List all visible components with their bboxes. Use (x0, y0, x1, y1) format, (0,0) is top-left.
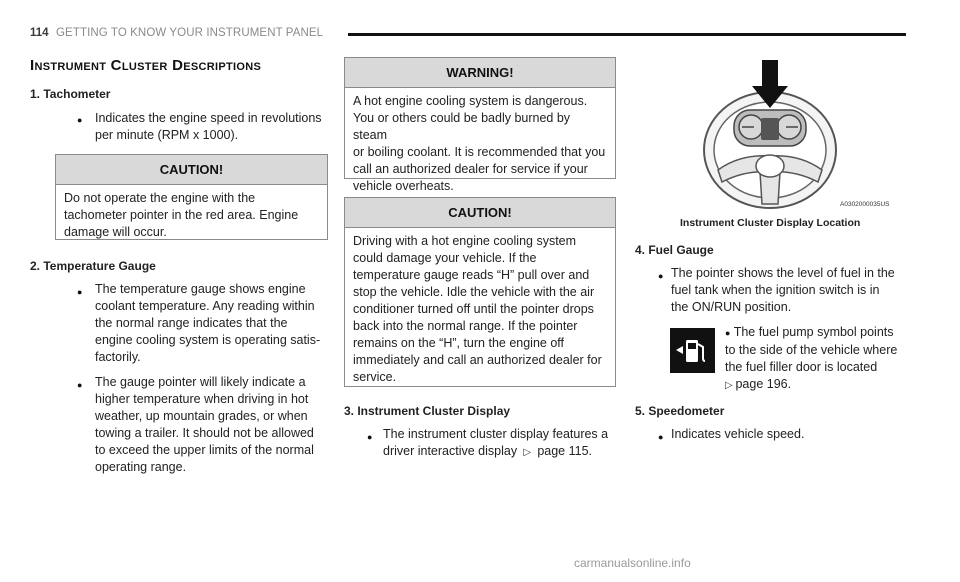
text-span: The fuel pump symbol points (733, 325, 894, 339)
caution-body (345, 228, 615, 386)
text-line: to the side of the vehicle where (725, 343, 898, 357)
text-line: conditioner turned off until the pointer drops (353, 302, 594, 316)
fuel-pump-icon (670, 328, 715, 373)
text-line: vehicle overheats. (353, 179, 454, 193)
text-line: The instrument cluster display features a (383, 427, 609, 441)
fuel-symbol-text (725, 324, 897, 394)
warning-heading: WARNING! (345, 58, 615, 88)
bullet-icon: ● (77, 287, 83, 297)
text-line: coolant temperature. Any reading within (95, 299, 315, 313)
page-ref-link[interactable]: page 115. (537, 444, 592, 458)
text-line: Indicates the engine speed in revolutions (95, 111, 322, 125)
text-line: per minute (RPM x 1000). (95, 128, 239, 142)
caution-heading: CAUTION! (345, 198, 615, 228)
text-line (725, 324, 897, 342)
text-line: towing a trailer. It should not be allowed (95, 426, 314, 440)
warning-box (344, 57, 616, 193)
text-line (383, 443, 608, 461)
text-line: the normal range indicates that the (95, 316, 288, 330)
text-line: Do not operate the engine with the (64, 191, 256, 205)
watermark: carmanualsonline.info (574, 556, 691, 570)
fuel-gauge-heading: 4. Fuel Gauge (635, 243, 714, 257)
text-line: The pointer shows the level of fuel in the (671, 266, 895, 280)
text-line: A hot engine cooling system is dangerous. (353, 94, 588, 108)
text-line: The temperature gauge shows engine (95, 282, 306, 296)
tachometer-heading: 1. Tachometer (30, 87, 111, 101)
text-line: Driving with a hot engine cooling system (353, 234, 577, 248)
text-line (725, 376, 897, 394)
text-line: temperature gauge reads “H” pull over and (353, 268, 590, 282)
section-title: GETTING TO KNOW YOUR INSTRUMENT PANEL (56, 27, 324, 39)
text-line: You or others could be badly burned by steam (353, 111, 571, 142)
temperature-text-2 (95, 374, 314, 476)
bullet-icon: ● (77, 380, 83, 390)
text-line: factorily. (95, 350, 141, 364)
page-ref-arrow-icon: ▷ (725, 380, 736, 391)
text-line: the ON/RUN position. (671, 300, 792, 314)
page-number: 114 (30, 27, 49, 39)
warning-body (345, 88, 615, 195)
tachometer-text (95, 110, 322, 144)
text-line: the fuel filler door is located (725, 360, 878, 374)
caution-box-tachometer (55, 154, 328, 240)
caution-body (56, 185, 327, 241)
bullet-icon: ● (367, 432, 373, 442)
text-line: immediately and call an authorized dealer for (353, 353, 602, 367)
fuel-gauge-text (671, 265, 895, 316)
page-ref-arrow-icon: ▷ (520, 447, 534, 458)
text-line: engine cooling system is operating satis- (95, 333, 321, 347)
text-line: service. (353, 370, 397, 384)
text-line: tachometer pointer in the red area. Engine (64, 208, 299, 222)
temperature-heading: 2. Temperature Gauge (30, 259, 156, 273)
text-line: damage will occur. (64, 225, 167, 239)
figure-caption: Instrument Cluster Display Location (680, 217, 861, 229)
header-rule (348, 33, 906, 36)
page-header (30, 27, 908, 41)
text-span: driver interactive display (383, 444, 518, 458)
figure-code: A0302000035US (840, 201, 890, 208)
caution-box-temperature (344, 197, 616, 387)
text-line: operating range. (95, 460, 187, 474)
text-line: weather, up mountain grades, or when (95, 409, 308, 423)
text-line: remains on the “H”, turn the engine off (353, 336, 564, 350)
page-ref-link[interactable]: page 196. (735, 377, 792, 391)
bullet-icon: ● (658, 432, 664, 442)
cluster-display-text (383, 426, 608, 461)
steering-wheel-illustration (700, 58, 900, 210)
text-line: or boiling coolant. It is recommended that you (353, 145, 606, 159)
bullet-icon: ● (77, 115, 83, 125)
speedometer-text: Indicates vehicle speed. (671, 427, 805, 441)
text-line: stop the vehicle. Idle the vehicle with the air (353, 285, 595, 299)
text-line: call an authorized dealer for service if your (353, 162, 588, 176)
text-line: higher temperature when driving in hot (95, 392, 309, 406)
caution-heading: CAUTION! (56, 155, 327, 185)
text-line: fuel tank when the ignition switch is in (671, 283, 880, 297)
text-line: back into the normal range. If the pointer (353, 319, 578, 333)
text-line: could damage your vehicle. If the (353, 251, 537, 265)
text-line: to exceed the upper limits of the normal (95, 443, 314, 457)
cluster-display-heading: 3. Instrument Cluster Display (344, 404, 511, 418)
speedometer-heading: 5. Speedometer (635, 404, 725, 418)
temperature-text-1 (95, 281, 320, 366)
text-line: The gauge pointer will likely indicate a (95, 375, 306, 389)
bullet-icon: ● (658, 271, 664, 281)
page-title: Instrument Cluster Descriptions (30, 57, 262, 74)
bullet-icon: ● (725, 328, 731, 338)
